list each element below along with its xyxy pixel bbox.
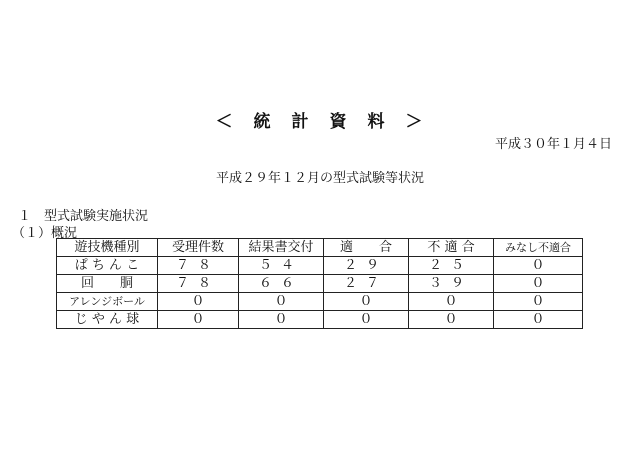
header-results-issued: 結果書交付 xyxy=(239,239,324,257)
cell-results-issued: ６６ xyxy=(239,275,324,293)
cell-nonconforming: ０ xyxy=(409,311,494,329)
row-label-kaido: 回 胴 xyxy=(57,275,158,293)
header-nonconforming: 不 適 合 xyxy=(409,239,494,257)
document-subtitle: 平成２９年１２月の型式試験等状況 xyxy=(215,171,424,186)
cell-deemed-nonconforming: ０ xyxy=(494,311,583,329)
cell-nonconforming: ０ xyxy=(409,293,494,311)
document-date: 平成３０年１月４日 xyxy=(494,137,612,152)
cell-deemed-nonconforming: ０ xyxy=(494,257,583,275)
cell-nonconforming: ２５ xyxy=(409,257,494,275)
row-label-jankyu: じ や ん 球 xyxy=(57,311,158,329)
row-label-arrange-ball: アレンジボール xyxy=(57,293,158,311)
header-conforming: 適 合 xyxy=(324,239,409,257)
cell-conforming: ２９ xyxy=(324,257,409,275)
subsection-heading: （１）概況 xyxy=(12,226,78,241)
header-received-count: 受理件数 xyxy=(158,239,239,257)
cell-conforming: ０ xyxy=(324,293,409,311)
row-label-pachinko: ぱ ち ん こ xyxy=(57,257,158,275)
cell-deemed-nonconforming: ０ xyxy=(494,275,583,293)
cell-conforming: ２７ xyxy=(324,275,409,293)
cell-received: ０ xyxy=(158,311,239,329)
cell-received: ０ xyxy=(158,293,239,311)
document-title: ＜ 統 計 資 料 ＞ xyxy=(215,112,425,132)
cell-results-issued: ０ xyxy=(239,293,324,311)
statistics-table xyxy=(56,238,583,329)
cell-conforming: ０ xyxy=(324,311,409,329)
table-row xyxy=(57,293,583,311)
cell-received: ７８ xyxy=(158,257,239,275)
cell-results-issued: ５４ xyxy=(239,257,324,275)
cell-nonconforming: ３９ xyxy=(409,275,494,293)
header-deemed-nonconforming: みなし不適合 xyxy=(494,239,583,257)
table-row xyxy=(57,275,583,293)
header-machine-type: 遊技機種別 xyxy=(57,239,158,257)
table-row xyxy=(57,257,583,275)
table-header-row xyxy=(57,239,583,257)
section-heading: １ 型式試験実施状況 xyxy=(18,209,149,224)
cell-deemed-nonconforming: ０ xyxy=(494,293,583,311)
table-row xyxy=(57,311,583,329)
cell-received: ７８ xyxy=(158,275,239,293)
cell-results-issued: ０ xyxy=(239,311,324,329)
